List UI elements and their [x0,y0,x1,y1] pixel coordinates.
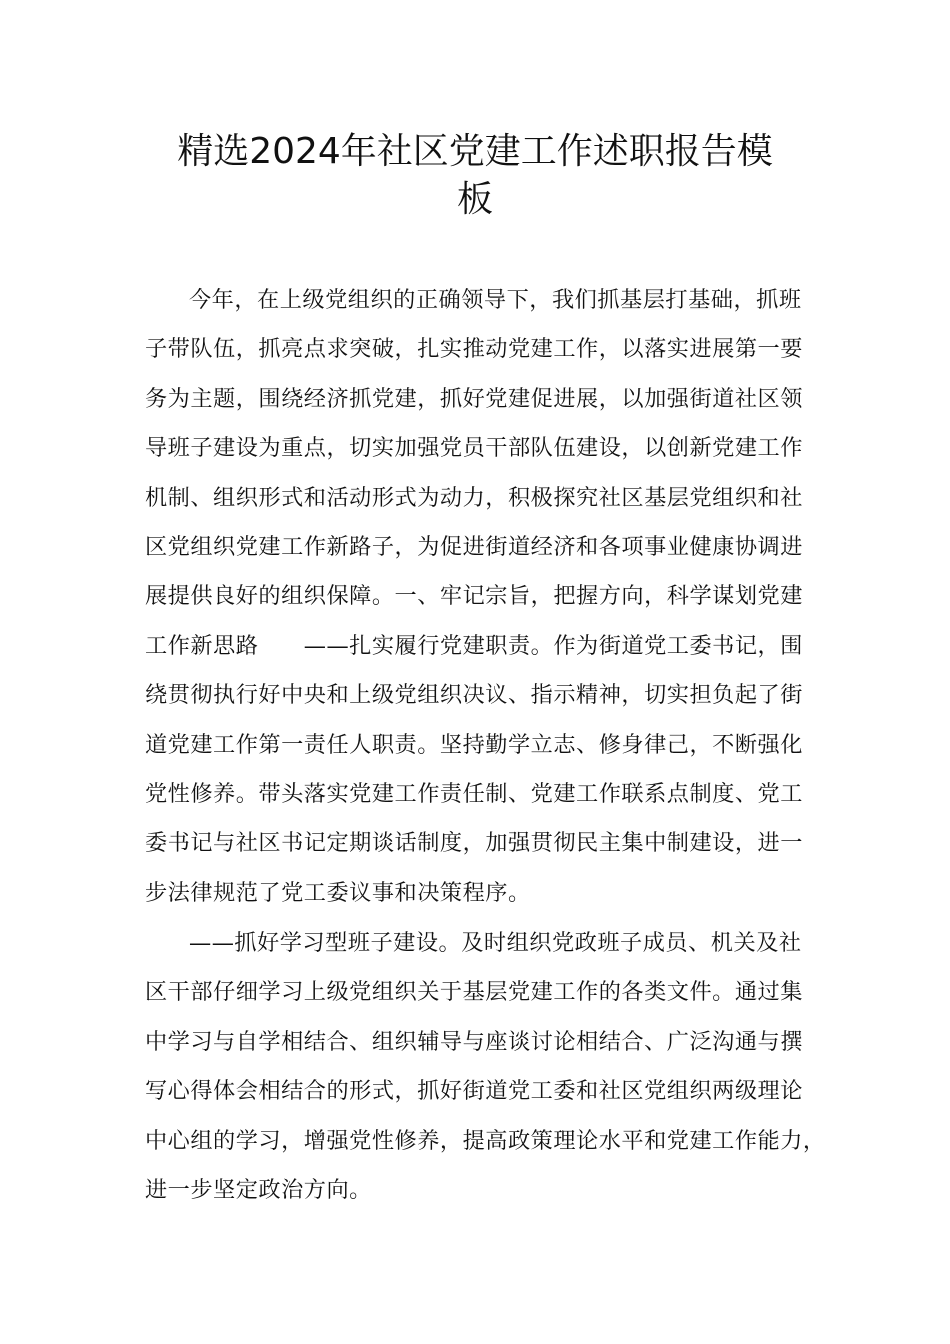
text-line: 委书记与社区书记定期谈话制度，加强贯彻民主集中制建设，进一 [145,830,803,857]
text-line: 导班子建设为重点，切实加强党员干部队伍建设，以创新党建工作 [145,435,803,462]
text-line: 区党组织党建工作新路子，为促进街道经济和各项事业健康协调进 [145,533,803,560]
title-line: 板 [456,179,493,220]
title-line: 精选2024年社区党建工作述职报告模 [177,131,773,172]
text-line: 今年，在上级党组织的正确领导下，我们抓基层打基础，抓班 [189,287,802,313]
text-line: ——抓好学习型班子建设。及时组织党政班子成员、机关及社 [189,930,802,956]
document-title [140,128,810,224]
paragraph-1 [145,276,815,918]
text-line: 子带队伍，抓亮点求突破，扎实推动党建工作，以落实进展第一要 [145,336,803,363]
text-line: 工作新思路 ——扎实履行党建职责。作为街道党工委书记，围 [145,632,803,659]
text-line: 写心得体会相结合的形式，抓好街道党工委和社区党组织两级理论 [145,1078,803,1105]
text-line: 中学习与自学相结合、组织辅导与座谈讨论相结合、广泛沟通与撰 [145,1028,803,1055]
text-line: 机制、组织形式和活动形式为动力，积极探究社区基层党组织和社 [145,484,803,511]
text-line: 务为主题，围绕经济抓党建，抓好党建促进展，以加强街道社区领 [145,385,803,412]
text-line: 展提供良好的组织保障。一、牢记宗旨，把握方向，科学谋划党建 [145,583,803,610]
text-line: 进一步坚定政治方向。 [145,1176,372,1203]
text-line: 绕贯彻执行好中央和上级党组织决议、指示精神，切实担负起了街 [145,682,803,709]
paragraph-2 [145,919,826,1215]
text-line: 区干部仔细学习上级党组织关于基层党建工作的各类文件。通过集 [145,979,803,1006]
text-line: 道党建工作第一责任人职责。坚持勤学立志、修身律己，不断强化 [145,731,803,758]
text-line: 步法律规范了党工委议事和决策程序。 [145,879,531,906]
text-line: 党性修养。带头落实党建工作责任制、党建工作联系点制度、党工 [145,780,803,807]
text-line: 中心组的学习，增强党性修养，提高政策理论水平和党建工作能力， [145,1127,826,1154]
